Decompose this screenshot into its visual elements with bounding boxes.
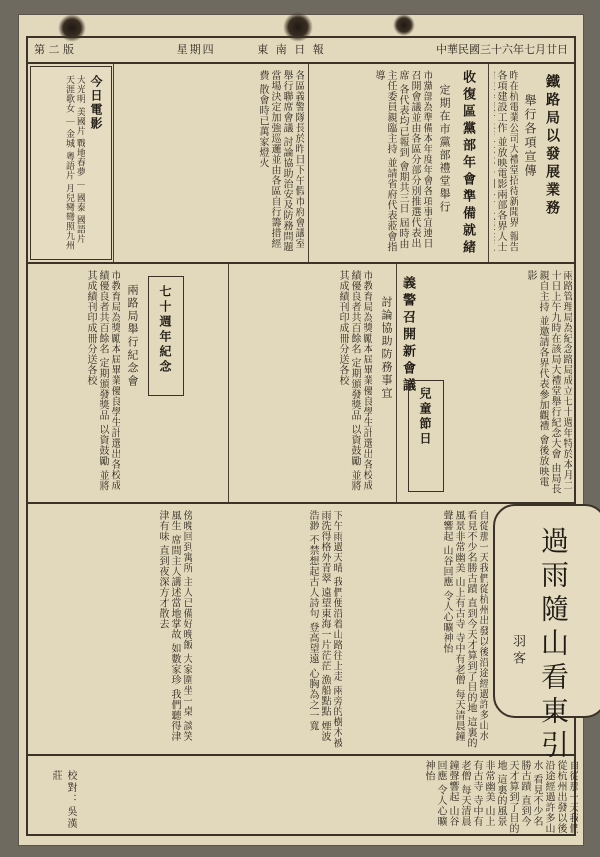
subhead-2: 定期在市黨部禮堂舉行 <box>438 84 451 214</box>
article-text-7: 自從那一天我們從杭州出發以後沿途經過許多山水 看見不少名勝古蹟 直到今天才算到了目的地 這裏的風景非常幽美 山上有古寺 寺中有老僧 每天清晨鐘聲響起 山谷回應 令人心曠神怡 <box>441 510 488 749</box>
cinema-notice-items: 大光明 美國片 戰地春夢 ｜ 國泰 國語片 天涯歌女 ｜ 金城 粵語片 月兒彎彎照九州 <box>64 75 85 250</box>
subhead-3: 討論協助防務事宜 <box>380 296 393 400</box>
feature-author: 羽客 <box>510 634 525 668</box>
article-text-3: 各區義警隊長於昨日下午假市府會議室舉行聯席會議 討論協助治安及防務問題 當場決定加強巡邏並由各區自行籌措經費 散會時已萬家燈火 <box>257 70 304 253</box>
feature-title: 過雨隨山看東引 <box>537 526 570 764</box>
proofreader: 校對：吳漢莊 <box>50 770 76 830</box>
boxed-head <box>148 276 184 396</box>
column-rule <box>488 64 489 262</box>
article-text-6: 市教育局為獎勵本屆畢業優良學生計選出各校成績優良者共百餘名 定期頒發獎品 以資鼓勵 並將其成績刊印成冊分送各校 <box>85 270 120 492</box>
subhead-4: 兩路局舉行紀念會 <box>126 284 139 388</box>
article-text-8: 下午雨過天晴 我們便沿着山路往上走 兩旁的樹木被雨洗得格外青翠 遠望東海一片茫茫 漁船點點 煙波浩渺 不禁想起古人詩句 登高望遠 心胸為之一寬 <box>307 510 342 749</box>
article-text-4: 兩路管理局為紀念路局成立七十週年特於本月二十日上午九時在該局大禮堂舉行紀念大會 由局長親自主持 並邀請各界代表參加觀禮 會後放映電影 <box>525 270 572 495</box>
cinema-notice-title: 今日電影 <box>89 75 103 131</box>
subhead-1: 舉行各項宣傳 <box>523 94 537 178</box>
paper-name: 東 南 日 報 <box>257 43 326 56</box>
column-rule <box>113 64 114 262</box>
section-divider <box>28 754 574 756</box>
headline-3: 義警召開新會議 <box>400 276 415 395</box>
column-rule <box>396 264 397 502</box>
column-rule <box>308 64 309 262</box>
article-text-1: 昨在杭電業公司大禮堂招待新聞界 報告各項建設工作 並放映電影兩部各界人士 <box>495 70 518 253</box>
masthead <box>28 36 574 64</box>
weekday: 星期四 <box>176 43 216 56</box>
boxed-head <box>408 380 444 492</box>
issue-date: 中華民國三十六年七月廿日 <box>436 43 568 56</box>
headline-2: 收復區黨部年會準備就緒 <box>460 70 475 257</box>
article-text-5: 市教育局為獎勵本屆畢業優良學生計選出各校成績優良者共百餘名 定期頒發獎品 以資鼓勵 並將其成績刊印成冊分送各校 <box>337 270 372 492</box>
boxed-head-title-2: 兒童節日 <box>418 387 432 447</box>
column-rule <box>228 264 229 502</box>
article-text-9: 傍晚回到寓所 主人已備好晚飯 大家圍坐一桌 談笑風生 席間主人講述當地掌故 如數家珍 我們聽得津津有味 直到夜深方才散去 <box>157 510 192 742</box>
article-text-10: 自從那一天我們從杭州出發以後沿途經過許多山水 看見不少名勝古蹟 直到今天才算到了目的地 這裏的風景非常幽美 山上有古寺 寺中有老僧 每天清晨鐘聲響起 山谷回應 令人心曠神怡 <box>423 760 578 834</box>
cinema-notice <box>30 66 112 260</box>
page-number: 第 二 版 <box>34 43 74 56</box>
ink-stain <box>393 14 415 36</box>
headline-1: 鐵路局以發展業務 <box>544 74 560 218</box>
article-text-2: 市黨部為準備本年度年會各項事宜連日召開會議並由各區分部分別推選代表出席 各代表均已報到 會期共三日 屆時由主任委員親臨主持 並請省府代表蒞會指導 <box>373 70 432 253</box>
boxed-head-title: 七十週年紀念 <box>158 285 172 375</box>
newspaper-page <box>18 14 584 846</box>
section-divider <box>28 262 574 264</box>
section-divider <box>28 502 574 504</box>
